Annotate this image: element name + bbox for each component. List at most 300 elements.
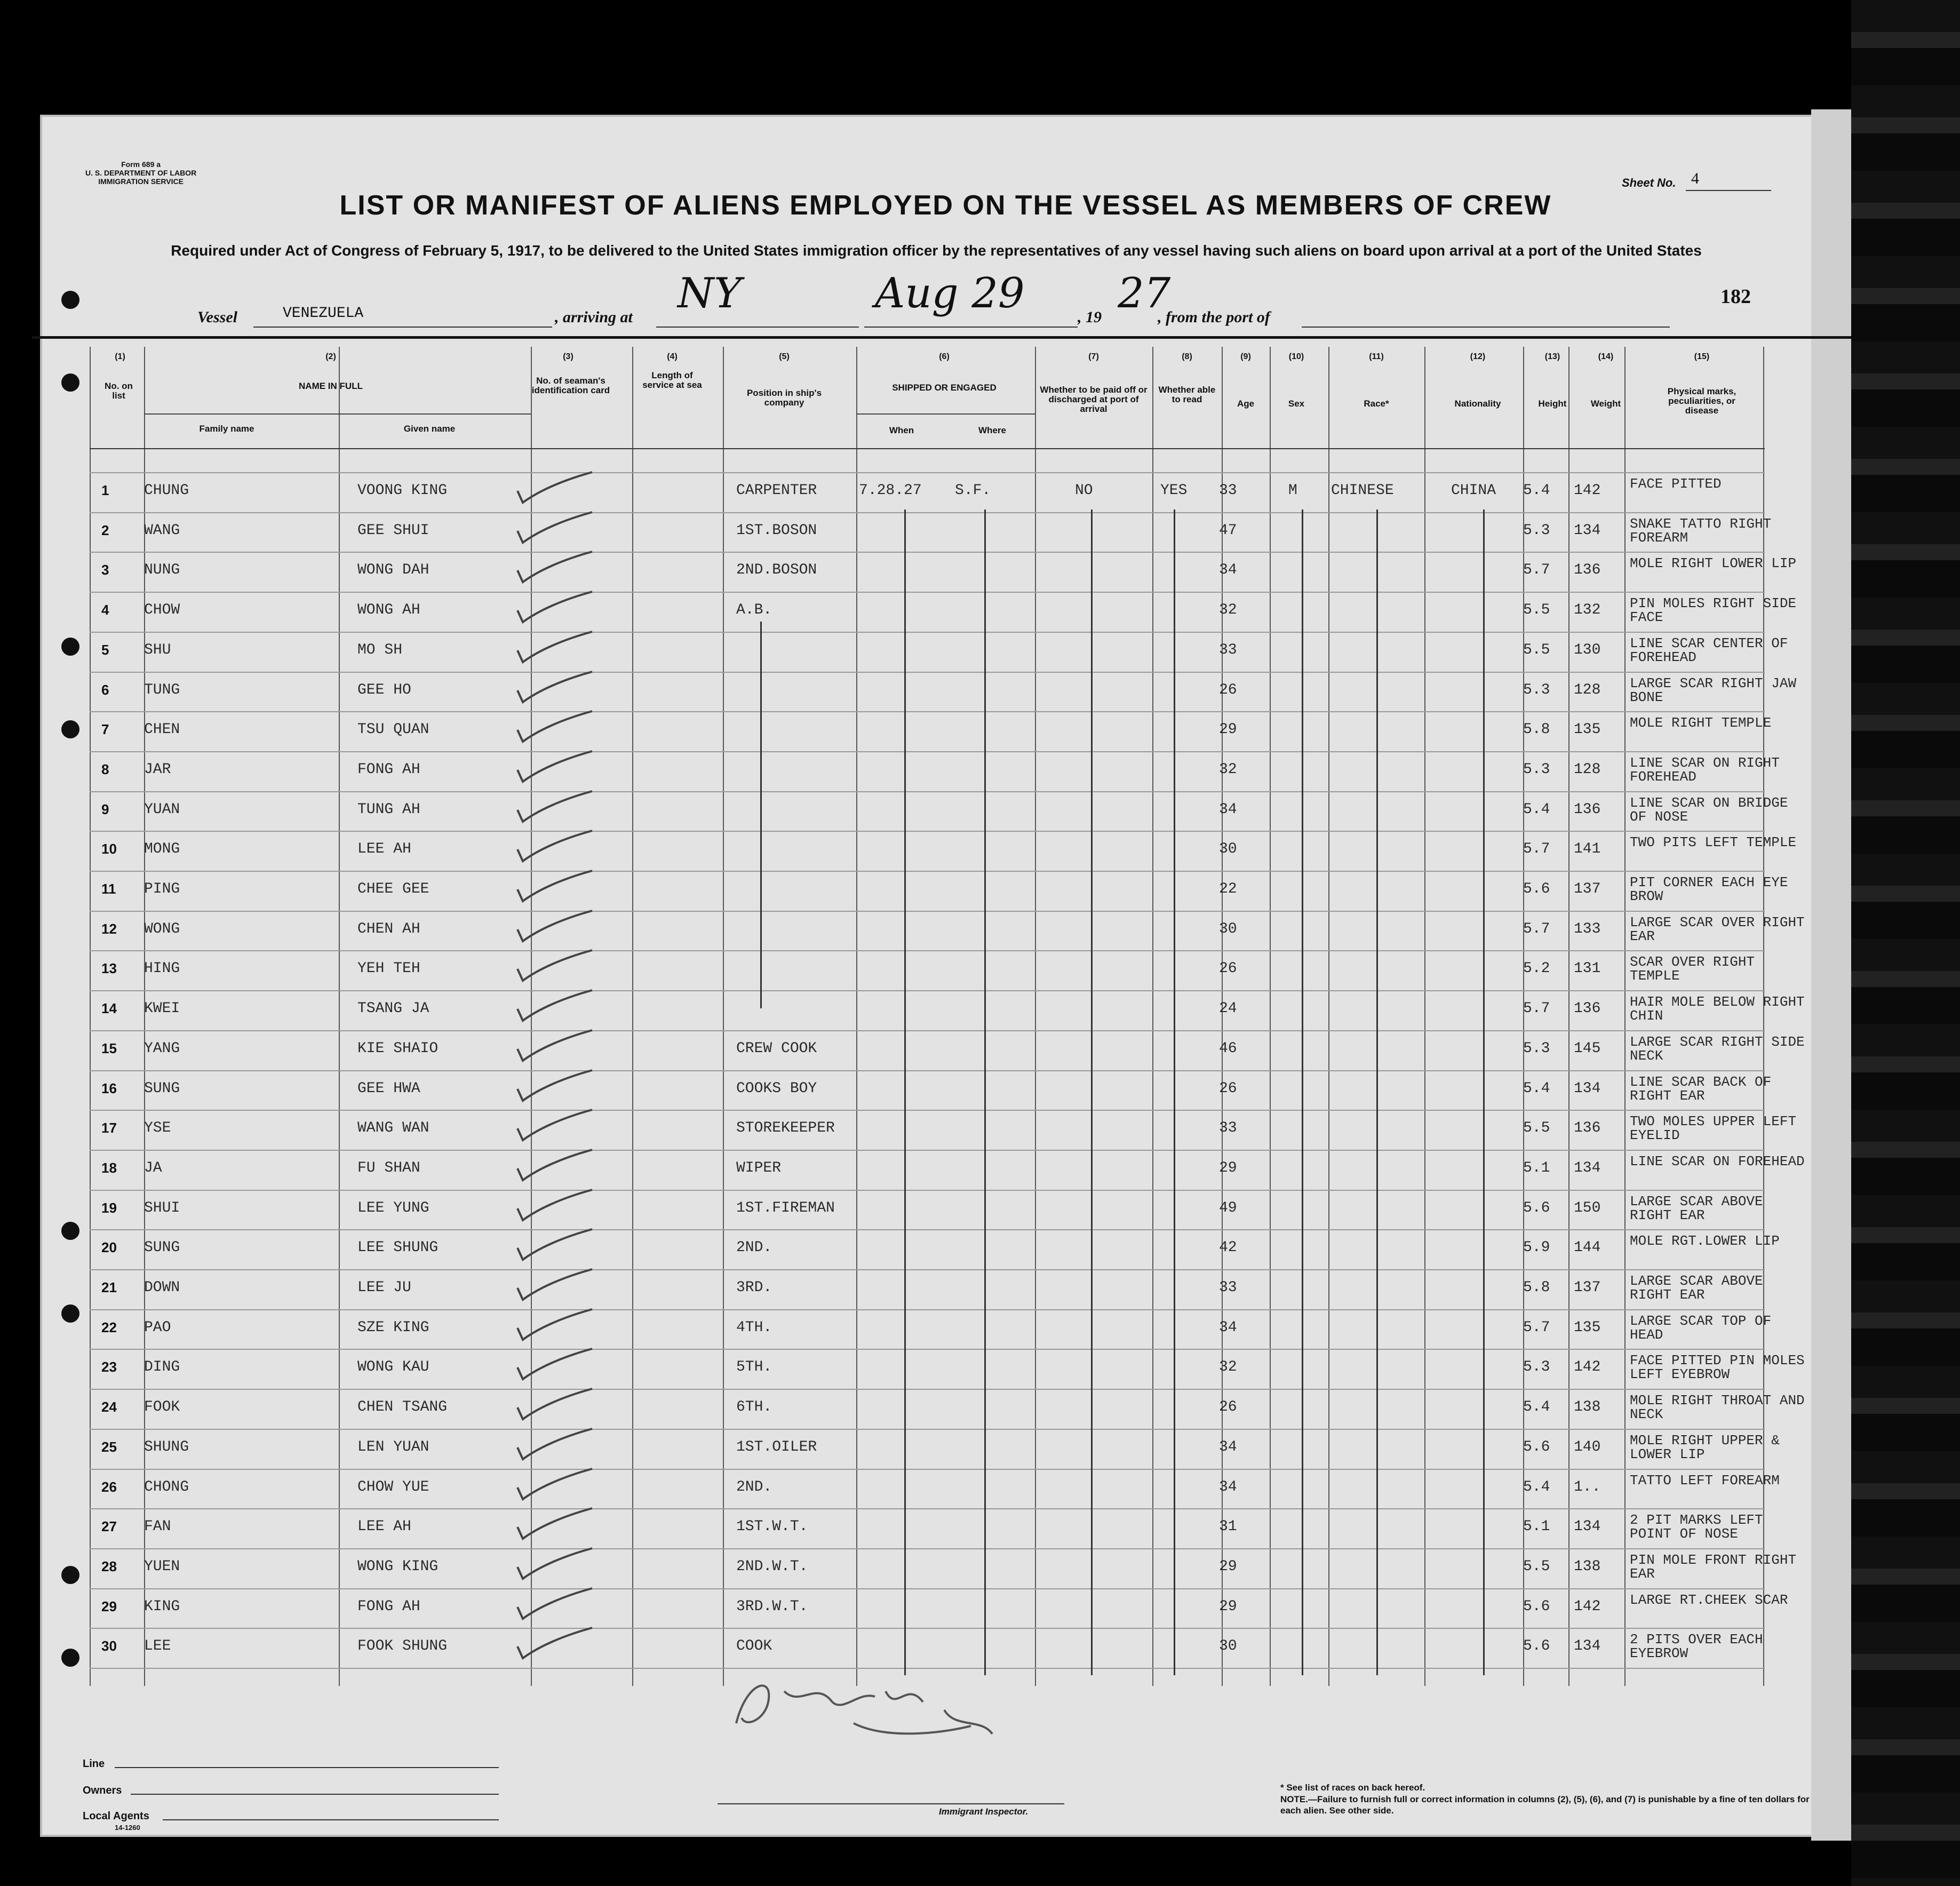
col-14-number: (14) [1598, 352, 1614, 361]
footnote-races: * See list of races on back hereof. [1280, 1782, 1425, 1793]
cell-marks: MOLE RIGHT THROAT AND NECK [1630, 1392, 1805, 1423]
row-rule [90, 1628, 1765, 1629]
punch-hole [61, 1304, 79, 1323]
cell-position: 1ST.W.T. [736, 1518, 808, 1535]
cell-age: 46 [1219, 1040, 1237, 1057]
cell-weight: 142 [1574, 1598, 1601, 1615]
cell-marks: LARGE SCAR OVER RIGHT EAR [1630, 914, 1805, 944]
cell-marks: LINE SCAR ON RIGHT FOREHEAD [1630, 754, 1780, 785]
column-rule [1270, 347, 1271, 1686]
page-subtitle: Required under Act of Congress of February 5, 1917, to be delivered to the United States immigration officer by the representatives of any vessel having such aliens on board upon arrival at a port of the United States [171, 242, 1702, 259]
arriving-port-value: NY [678, 269, 742, 317]
inspector-signature [715, 1659, 1046, 1745]
cell-age: 26 [1219, 1080, 1237, 1097]
sheet-number-label: Sheet No. [1622, 176, 1676, 189]
cell-given: GEE HWA [357, 1080, 420, 1097]
cell-given: SZE KING [357, 1319, 429, 1336]
cell-given: LEN YUAN [357, 1438, 429, 1455]
cell-age: 34 [1219, 801, 1237, 818]
year-prefix: , 19 [1078, 308, 1102, 326]
cell-no: 21 [101, 1279, 117, 1295]
cell-given: TUNG AH [357, 801, 420, 818]
cell-marks: FACE PITTED [1630, 476, 1722, 492]
from-port-label: , from the port of [1158, 308, 1270, 326]
ditto-stroke [1091, 510, 1093, 1675]
cell-weight: 142 [1574, 1359, 1601, 1376]
cell-height: 5.5 [1523, 1120, 1550, 1137]
check-mark [515, 749, 595, 786]
cell-given: GEE SHUI [357, 522, 429, 539]
cell-age: 34 [1219, 1478, 1237, 1495]
row-rule [90, 711, 1765, 712]
cell-family: DOWN [144, 1279, 180, 1296]
cell-marks: TATTO LEFT FOREARM [1630, 1472, 1780, 1489]
cell-given: CHOW YUE [357, 1478, 429, 1495]
cell-no: 27 [101, 1518, 117, 1535]
cell-family: SHUI [144, 1199, 180, 1216]
col-7-label: Whether to be paid off or discharged at port of arrival [1040, 385, 1148, 414]
cell-given: LEE JU [357, 1279, 411, 1296]
cell-age: 34 [1219, 1319, 1237, 1336]
cell-family: CHOW [144, 602, 180, 619]
cell-age: 26 [1219, 681, 1237, 698]
agents-field-line [163, 1819, 499, 1820]
col-12-number: (12) [1470, 352, 1486, 361]
row-rule [90, 472, 1765, 473]
cell-family: DING [144, 1359, 180, 1376]
arrival-date-value: Aug 29 [875, 269, 1025, 317]
check-mark [515, 1386, 595, 1423]
cell-height: 5.2 [1523, 960, 1550, 977]
ditto-stroke [760, 622, 762, 1008]
cell-no: 5 [101, 641, 109, 658]
cell-age: 29 [1219, 1598, 1237, 1615]
column-rule [856, 347, 857, 1686]
cell-age: 33 [1219, 482, 1237, 499]
check-mark [515, 629, 595, 666]
cell-given: WONG DAH [357, 562, 429, 579]
cell-weight: 131 [1574, 960, 1601, 977]
cell-weight: 130 [1574, 641, 1601, 658]
cell-given: FONG AH [357, 1598, 420, 1615]
cell-where: S.F. [955, 482, 991, 499]
given-name-label: Given name [403, 424, 456, 434]
col-5-label: Position in ship's company [746, 388, 822, 408]
col-12-label: Nationality [1454, 399, 1501, 409]
cell-weight: 133 [1574, 920, 1601, 937]
cell-given: LEE SHUNG [357, 1239, 439, 1256]
cell-marks: MOLE RIGHT UPPER & LOWER LIP [1630, 1432, 1780, 1462]
cell-age: 33 [1219, 1120, 1237, 1137]
row-rule [90, 831, 1765, 832]
form-identifier [85, 160, 196, 186]
cell-family: LEE [144, 1638, 171, 1655]
cell-weight: 141 [1574, 841, 1601, 858]
cell-marks: LARGE SCAR TOP OF HEAD [1630, 1312, 1772, 1343]
local-agents-label: Local Agents [83, 1810, 149, 1822]
cell-marks: MOLE RGT.LOWER LIP [1630, 1233, 1780, 1250]
cell-height: 5.7 [1523, 1000, 1550, 1017]
cell-race: CHINESE [1331, 482, 1394, 499]
row-rule [90, 1548, 1765, 1549]
cell-height: 5.7 [1523, 841, 1550, 858]
cell-family: YANG [144, 1040, 180, 1057]
check-mark [515, 1028, 595, 1065]
cell-marks: PIN MOLES RIGHT SIDE FACE [1630, 595, 1797, 626]
col-4-label: Length of service at sea [642, 370, 702, 390]
row-rule [90, 1588, 1765, 1589]
footnote-penalty: NOTE.—Failure to furnish full or correct information in columns (2), (5), (6), and (7) is punishable by a fine of ten dollars for each alien. See other side. [1280, 1794, 1810, 1816]
check-mark [515, 828, 595, 865]
cell-position: 2ND.BOSON [736, 562, 817, 579]
punch-hole [61, 291, 79, 309]
cell-family: KWEI [144, 1000, 180, 1017]
cell-position: 1ST.OILER [736, 1438, 817, 1455]
cell-age: 42 [1219, 1239, 1237, 1256]
check-mark [515, 1346, 595, 1383]
col-15-number: (15) [1694, 352, 1710, 361]
col-14-label: Weight [1590, 399, 1621, 409]
cell-age: 32 [1219, 1359, 1237, 1376]
cell-marks: LARGE SCAR ABOVE RIGHT EAR [1630, 1193, 1763, 1223]
col-3-label: No. of seaman's identification card [531, 376, 610, 395]
col-5-number: (5) [779, 352, 790, 361]
ditto-stroke [1174, 510, 1175, 1675]
cell-family: CHONG [144, 1478, 189, 1495]
check-mark [515, 589, 595, 626]
row-rule [90, 1269, 1765, 1270]
cell-given: LEE AH [357, 1518, 411, 1535]
col-8-label: Whether able to read [1158, 385, 1216, 404]
row-rule [90, 751, 1765, 752]
cell-height: 5.8 [1523, 721, 1550, 738]
cell-position: 2ND. [736, 1239, 772, 1256]
cell-no: 14 [101, 1000, 117, 1017]
punch-hole [61, 1649, 79, 1667]
row-rule [90, 592, 1765, 593]
cell-given: MO SH [357, 641, 403, 658]
cell-marks: 2 PITS OVER EACH EYEBROW [1630, 1632, 1763, 1662]
cell-sex: M [1288, 482, 1297, 499]
film-edge [1851, 0, 1960, 1886]
cell-family: WANG [144, 522, 180, 539]
cell-no: 2 [101, 522, 109, 538]
check-mark [515, 709, 595, 746]
cell-age: 49 [1219, 1199, 1237, 1216]
col-9-number: (9) [1240, 352, 1251, 361]
cell-height: 5.5 [1523, 1558, 1550, 1575]
line-field-line [115, 1767, 499, 1768]
check-mark [515, 948, 595, 985]
cell-family: YUAN [144, 801, 180, 818]
check-mark [515, 988, 595, 1025]
cell-given: WANG WAN [357, 1120, 429, 1137]
cell-height: 5.3 [1523, 522, 1550, 539]
cell-weight: 138 [1574, 1558, 1601, 1575]
cell-no: 9 [101, 801, 109, 817]
cell-position: STOREKEEPER [736, 1120, 835, 1137]
row-rule [90, 911, 1765, 912]
cell-age: 47 [1219, 522, 1237, 539]
cell-family: PING [144, 881, 180, 897]
cell-no: 17 [101, 1120, 117, 1136]
cell-position: CARPENTER [736, 482, 817, 499]
cell-given: CHEN TSANG [357, 1399, 448, 1416]
owners-label: Owners [83, 1785, 122, 1796]
cell-given: KIE SHAIO [357, 1040, 439, 1057]
cell-family: YSE [144, 1120, 171, 1137]
cell-family: TUNG [144, 681, 180, 698]
cell-marks: LARGE SCAR ABOVE RIGHT EAR [1630, 1273, 1763, 1303]
cell-no: 4 [101, 602, 109, 618]
col-8-number: (8) [1182, 352, 1192, 361]
cell-no: 23 [101, 1359, 117, 1375]
cell-weight: 128 [1574, 761, 1601, 778]
cell-age: 29 [1219, 1558, 1237, 1575]
cell-age: 34 [1219, 562, 1237, 579]
vessel-field-line [253, 327, 552, 328]
cell-position: 6TH. [736, 1399, 772, 1416]
cell-age: 31 [1219, 1518, 1237, 1535]
column-rule [1568, 347, 1569, 1686]
check-mark [515, 1625, 595, 1662]
cell-no: 6 [101, 681, 109, 698]
cell-marks: LINE SCAR CENTER OF FOREHEAD [1630, 635, 1788, 665]
check-mark [515, 1068, 595, 1105]
from-port-field-line [1302, 327, 1670, 328]
cell-age: 34 [1219, 1438, 1237, 1455]
cell-family: SUNG [144, 1239, 180, 1256]
cell-family: FAN [144, 1518, 171, 1535]
cell-no: 20 [101, 1239, 117, 1256]
cell-when: 7.28.27 [859, 482, 922, 499]
agents-code: 14-1260 [115, 1824, 140, 1832]
cell-no: 3 [101, 562, 109, 578]
check-mark [515, 1586, 595, 1623]
cell-position: 5TH. [736, 1359, 772, 1376]
cell-given: FOOK SHUNG [357, 1638, 448, 1655]
cell-marks: LINE SCAR BACK OF RIGHT EAR [1630, 1073, 1772, 1104]
where-label: Where [978, 425, 1006, 435]
arriving-field-line [656, 327, 859, 328]
cell-no: 16 [101, 1080, 117, 1096]
cell-weight: 137 [1574, 1279, 1601, 1296]
cell-family: SUNG [144, 1080, 180, 1097]
cell-height: 5.6 [1523, 1438, 1550, 1455]
cell-height: 5.7 [1523, 920, 1550, 937]
cell-given: LEE YUNG [357, 1199, 429, 1216]
col-1-number: (1) [115, 352, 125, 361]
check-mark [515, 1466, 595, 1503]
col-7-number: (7) [1088, 352, 1099, 361]
cell-height: 5.5 [1523, 641, 1550, 658]
punch-hole [61, 1222, 79, 1240]
cell-no: 24 [101, 1399, 117, 1415]
cell-height: 5.6 [1523, 1199, 1550, 1216]
cell-weight: 134 [1574, 1080, 1601, 1097]
cell-height: 5.8 [1523, 1279, 1550, 1296]
cell-given: VOONG KING [357, 482, 448, 499]
cell-no: 28 [101, 1558, 117, 1574]
cell-weight: 134 [1574, 1159, 1601, 1176]
cell-marks: SNAKE TATTO RIGHT FOREARM [1630, 515, 1772, 546]
cell-marks: FACE PITTED PIN MOLES LEFT EYEBROW [1630, 1352, 1805, 1383]
row-rule [90, 1229, 1765, 1230]
cell-marks: PIT CORNER EACH EYE BROW [1630, 874, 1788, 904]
cell-weight: 134 [1574, 1638, 1601, 1655]
ditto-stroke [1483, 510, 1485, 1675]
col-4-number: (4) [667, 352, 678, 361]
cell-family: MONG [144, 841, 180, 858]
row-rule [90, 1469, 1765, 1470]
check-mark [515, 1187, 595, 1224]
cell-marks: TWO PITS LEFT TEMPLE [1630, 834, 1797, 851]
cell-marks: 2 PIT MARKS LEFT POINT OF NOSE [1630, 1512, 1763, 1542]
cell-family: SHUNG [144, 1438, 189, 1455]
service-name: IMMIGRATION SERVICE [98, 177, 184, 186]
cell-marks: LINE SCAR ON BRIDGE OF NOSE [1630, 794, 1788, 825]
sheet-number-value: 4 [1691, 170, 1699, 187]
cell-family: NUNG [144, 562, 180, 579]
cell-weight: 137 [1574, 881, 1601, 897]
cell-given: FONG AH [357, 761, 420, 778]
check-mark [515, 1506, 595, 1543]
cell-position: WIPER [736, 1159, 782, 1176]
cell-weight: 135 [1574, 721, 1601, 738]
cell-age: 24 [1219, 1000, 1237, 1017]
cell-given: FU SHAN [357, 1159, 420, 1176]
cell-no: 25 [101, 1438, 117, 1455]
col-2-number: (2) [325, 352, 336, 361]
cell-given: WONG AH [357, 602, 420, 619]
col-1-label: No. on list [105, 381, 133, 401]
cell-no: 15 [101, 1040, 117, 1056]
column-rule [1152, 347, 1153, 1686]
check-mark [515, 789, 595, 826]
cell-no: 22 [101, 1319, 117, 1335]
col-11-label: Race* [1364, 399, 1389, 409]
row-rule [90, 1030, 1765, 1031]
cell-given: TSANG JA [357, 1000, 429, 1017]
cell-height: 5.3 [1523, 1359, 1550, 1376]
cell-height: 5.9 [1523, 1239, 1550, 1256]
check-mark [515, 908, 595, 945]
check-mark [515, 1147, 595, 1184]
page-title: LIST OR MANIFEST OF ALIENS EMPLOYED ON THE VESSEL AS MEMBERS OF CREW [339, 190, 1552, 221]
column-rule [723, 347, 724, 1686]
cell-weight: 138 [1574, 1399, 1601, 1416]
row-rule [90, 672, 1765, 673]
cell-height: 5.6 [1523, 881, 1550, 897]
row-rule [90, 1349, 1765, 1350]
col-6-label: SHIPPED OR ENGAGED [892, 383, 997, 393]
cell-age: 30 [1219, 1638, 1237, 1655]
sheet-edge [1811, 109, 1853, 1841]
punch-hole [61, 720, 79, 738]
cell-position: 2ND.W.T. [736, 1558, 808, 1575]
col-13-label: Height [1538, 399, 1567, 409]
cell-weight: 132 [1574, 602, 1601, 619]
cell-marks: HAIR MOLE BELOW RIGHT CHIN [1630, 994, 1805, 1024]
check-mark [515, 549, 595, 586]
cell-family: SHU [144, 641, 171, 658]
cell-no: 8 [101, 761, 109, 777]
cell-given: YEH TEH [357, 960, 420, 977]
cell-marks: LARGE RT.CHEEK SCAR [1630, 1591, 1788, 1608]
cell-position: 3RD. [736, 1279, 772, 1296]
cell-weight: 128 [1574, 681, 1601, 698]
cell-weight: 140 [1574, 1438, 1601, 1455]
punch-hole [61, 638, 79, 656]
cell-marks: MOLE RIGHT LOWER LIP [1630, 555, 1797, 572]
cell-family: PAO [144, 1319, 171, 1336]
cell-position: 4TH. [736, 1319, 772, 1336]
punch-hole [61, 1566, 79, 1584]
row-rule [90, 871, 1765, 872]
when-label: When [889, 425, 914, 435]
cell-position: A.B. [736, 602, 772, 619]
cell-weight: 136 [1574, 801, 1601, 818]
cell-height: 5.5 [1523, 602, 1550, 619]
row-rule [90, 1070, 1765, 1071]
cell-position: 2ND. [736, 1478, 772, 1495]
cell-height: 5.4 [1523, 1478, 1550, 1495]
col-6-number: (6) [939, 352, 950, 361]
check-mark [515, 1307, 595, 1344]
cell-age: 26 [1219, 1399, 1237, 1416]
cell-marks: LINE SCAR ON FOREHEAD [1630, 1153, 1805, 1169]
cell-weight: 150 [1574, 1199, 1601, 1216]
row-rule [90, 552, 1765, 553]
name-header-rule [144, 413, 531, 415]
col-11-number: (11) [1369, 352, 1384, 361]
cell-weight: 136 [1574, 1000, 1601, 1017]
cell-no: 29 [101, 1598, 117, 1614]
cell-given: TSU QUAN [357, 721, 429, 738]
cell-height: 5.3 [1523, 761, 1550, 778]
ditto-stroke [1376, 510, 1378, 1675]
cell-marks: SCAR OVER RIGHT TEMPLE [1630, 954, 1755, 984]
cell-weight: 1.. [1574, 1478, 1601, 1495]
line-label: Line [83, 1758, 105, 1770]
cell-given: WONG KAU [357, 1359, 429, 1376]
header-bottom-rule [90, 448, 1765, 449]
cell-height: 5.3 [1523, 681, 1550, 698]
cell-height: 5.4 [1523, 1399, 1550, 1416]
cell-family: KING [144, 1598, 180, 1615]
check-mark [515, 510, 595, 547]
cell-family: CHUNG [144, 482, 189, 499]
row-rule [90, 791, 1765, 792]
row-rule [90, 632, 1765, 633]
cell-weight: 145 [1574, 1040, 1601, 1057]
row-rule [90, 1389, 1765, 1390]
cell-weight: 144 [1574, 1239, 1601, 1256]
inspector-label: Immigrant Inspector. [939, 1807, 1029, 1817]
owners-field-line [131, 1794, 499, 1795]
col-2-label: NAME IN FULL [299, 381, 363, 391]
form-number: Form 689 a [121, 160, 161, 169]
row-rule [90, 1309, 1765, 1310]
check-mark [515, 1107, 595, 1144]
cell-given: GEE HO [357, 681, 411, 698]
row-rule [90, 950, 1765, 951]
cell-height: 5.6 [1523, 1598, 1550, 1615]
cell-given: LEE AH [357, 841, 411, 858]
cell-position: 3RD.W.T. [736, 1598, 808, 1615]
cell-age: 33 [1219, 1279, 1237, 1296]
cell-marks: PIN MOLE FRONT RIGHT EAR [1630, 1551, 1797, 1582]
